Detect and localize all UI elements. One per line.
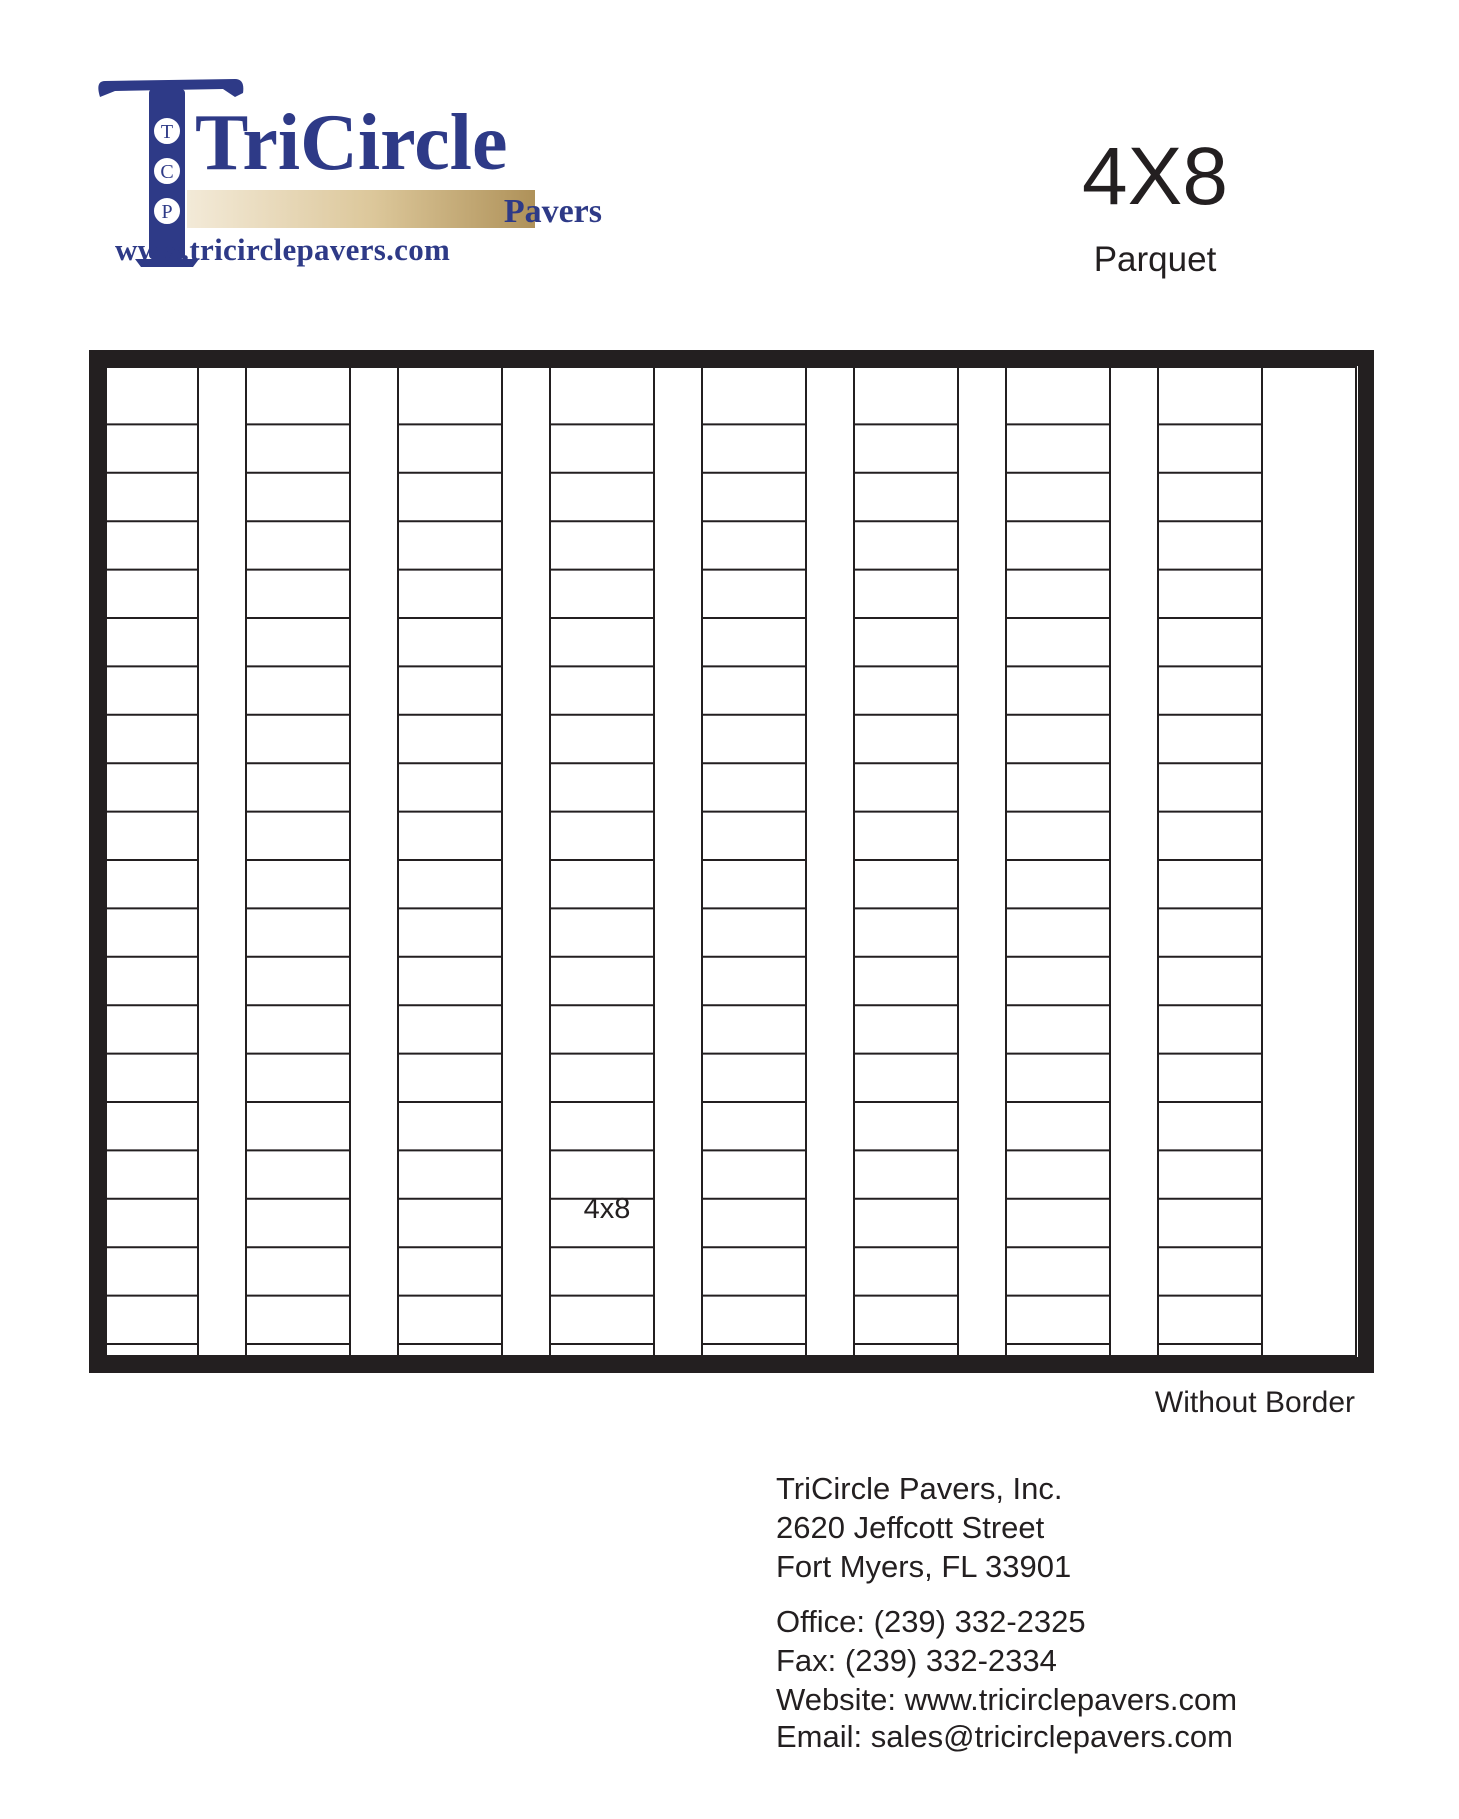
- logo-monogram-p: P: [161, 201, 173, 223]
- border-caption: Without Border: [1154, 1386, 1355, 1419]
- company-logo: [95, 75, 602, 275]
- pattern-inner-edge: [106, 367, 1356, 1356]
- pattern-frame: [97, 358, 1366, 1365]
- parquet-pattern-drawing: [88, 349, 1375, 1375]
- logo-monogram-c: C: [160, 161, 174, 183]
- contact-fax: Fax: (239) 332-2334: [776, 1643, 1057, 1678]
- logo-url: www.tricirclepavers.com: [115, 232, 451, 267]
- logo-name: TriCircle: [195, 99, 508, 187]
- logo-monogram: [153, 117, 181, 225]
- pattern-size-title: 4X8: [1082, 131, 1228, 222]
- pattern-name: Parquet: [1093, 240, 1217, 279]
- tile-size-label: 4x8: [583, 1193, 631, 1225]
- contact-street: 2620 Jeffcott Street: [776, 1510, 1045, 1545]
- contact-city: Fort Myers, FL 33901: [776, 1549, 1072, 1584]
- contact-office-phone: Office: (239) 332-2325: [776, 1604, 1086, 1639]
- contact-email[interactable]: Email: sales@tricirclepavers.com: [776, 1719, 1233, 1754]
- contact-website[interactable]: Website: www.tricirclepavers.com: [776, 1682, 1238, 1717]
- contact-company: TriCircle Pavers, Inc.: [776, 1471, 1063, 1506]
- logo-tagline: Pavers: [503, 193, 602, 230]
- logo-monogram-t: T: [160, 121, 174, 143]
